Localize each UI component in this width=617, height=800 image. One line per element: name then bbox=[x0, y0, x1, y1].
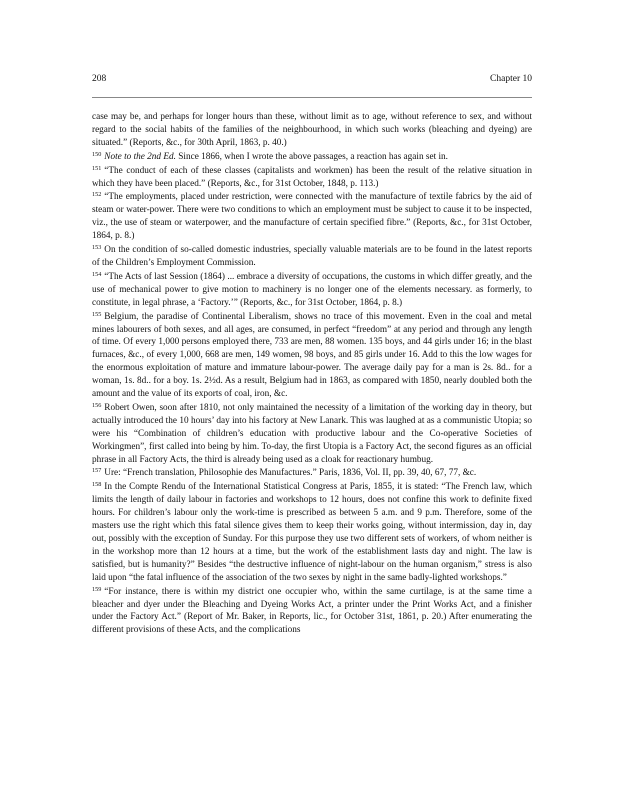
footnote-number: 157 bbox=[92, 467, 102, 475]
footnote-text: “The Acts of last Session (1864) ... embrace a diversity of occupations, the customs in which differ greatly, and the use of mechanical power to give motion to machinery is no longer one of the elements necessary. as formerly, to constitute, in legal phrase, a ‘Factory.’” (Reports, &c., for 31st October, 1864, p. 8.) bbox=[92, 271, 532, 308]
footnote-list bbox=[92, 151, 532, 638]
footnote-152 bbox=[92, 191, 532, 243]
footnote-text: Robert Owen, soon after 1810, not only maintained the necessity of a limitation of the working day in theory, but actually introduced the 10 hours’ day into his factory at New Lanark. This was laughed at as a communistic Utopia; so were his “Combination of children’s education with productive labour and the Co-operative Societies of Workingmen”, first called into being by him. To-day, the first Utopia is a Factory Act, the second figures as an official phrase in all Factory Acts, the third is already being used as a cloak for reactionary humbug. bbox=[92, 402, 532, 465]
footnote-number: 152 bbox=[92, 191, 102, 199]
footnote-text: “The conduct of each of these classes (capitalists and workmen) has been the result of the relative situation in which they have been placed.” (Reports, &c., for 31st October, 1848, p. 113.) bbox=[92, 165, 532, 189]
page-number: 208 bbox=[92, 74, 107, 84]
footnote-text: “For instance, there is within my district one occupier who, within the same curtilage, is at the same time a bleacher and dyer under the Bleaching and Dyeing Works Act, a printer under the Print Works Act, and a finisher under the Factory Act.” (Report of Mr. Baker, in Reports, lic., for October 31st, 1861, p. 20.) After enumerating the different provisions of these Acts, and the complications bbox=[92, 586, 532, 636]
footnote-150 bbox=[92, 151, 532, 164]
footnote-number: 153 bbox=[92, 244, 102, 252]
footnote-151 bbox=[92, 165, 532, 191]
footnote-text: On the condition of so-called domestic industries, specially valuable materials are to be found in the latest reports of the Children’s Employment Commission. bbox=[92, 245, 532, 268]
footnote-number: 156 bbox=[92, 401, 102, 409]
running-header bbox=[92, 74, 532, 84]
footnote-text: Ure: “French translation, Philosophie des Manufactures.” Paris, 1836, Vol. II, pp. 39, 40, 67, 77, &c. bbox=[104, 468, 477, 479]
footnote-number: 158 bbox=[92, 481, 102, 489]
footnote-number: 159 bbox=[92, 585, 102, 593]
footnote-number: 155 bbox=[92, 310, 102, 318]
header-rule bbox=[92, 97, 532, 98]
footnote-157 bbox=[92, 467, 532, 480]
footnote-number: 150 bbox=[92, 150, 102, 158]
footnote-continuation: case may be, and perhaps for longer hours than these, without limit as to age, without reference to sex, and without regard to the social habits of the families of the neighbourhood, in which such works (bleaching and dyeing) are situated.” (Reports, &c., for 30th April, 1863, p. 40.) bbox=[92, 112, 532, 148]
footnote-text: Belgium, the paradise of Continental Liberalism, shows no trace of this movement. Even in the coal and metal mines labourers of both sexes, and all ages, are consumed, in perfect “freedom” at any period and through any length of time. Of every 1,000 persons employed there, 733 are men, 88 women. 135 boys, and 44 girls under 16; in the blast furnaces, &c., of every 1,000, 668 are men, 149 women, 98 boys, and 85 girls under 16. Add to this the low wages for the enormous exploitation of mature and immature labour-power. The average daily pay for a man is 2s. 8d.. for a woman, 1s. 8d.. for a boy. 1s. 2½d. As a result, Belgium had in 1863, as compared with 1850, nearly doubled both the amount and the value of its exports of coal, iron, &c. bbox=[92, 311, 532, 400]
footnote-158 bbox=[92, 481, 532, 584]
footnotes-body bbox=[92, 111, 532, 638]
footnote-number: 151 bbox=[92, 164, 102, 172]
chapter-title: Chapter 10 bbox=[490, 74, 532, 84]
footnote-156 bbox=[92, 402, 532, 467]
footnote-text: “The employments, placed under restriction, were connected with the manufacture of textile fabrics by the aid of steam or water-power. There were two conditions to which an employment must be subject to cause it to be inspected, viz., the use of steam or waterpower, and the manufacture of certain specified fibre.” (Reports, &c., for 31st October, 1864, p. 8.) bbox=[92, 192, 532, 242]
footnote-154 bbox=[92, 271, 532, 310]
footnote-155 bbox=[92, 311, 532, 401]
footnote-159 bbox=[92, 586, 532, 638]
footnote-emphasis: Note to the 2nd Ed. bbox=[104, 151, 176, 162]
footnote-text: Since 1866, when I wrote the above passages, a reaction has again set in. bbox=[175, 151, 448, 162]
footnote-text: In the Compte Rendu of the International Statistical Congress at Paris, 1855, it is stated: “The French law, which limits the length of daily labour in factories and workshops to 12 hours, does not confine this work to definite fixed hours. For children’s labour only the work-time is prescribed as between 5 a.m. and 9 p.m. Therefore, some of the masters use the right which this fatal silence gives them to keep their works going, without intermission, day in, day out, possibly with the exception of Sunday. For this purpose they use two different sets of workers, of whom neither is in the workshop more than 12 hours at a time, but the work of the establishment lasts day and night. The law is satisfied, but is humanity?” Besides “the destructive influence of night-labour on the human organism,” stress is also laid upon “the fatal influence of the association of the two sexes by night in the same badly-lighted workshops.” bbox=[92, 482, 532, 583]
footnote-number: 154 bbox=[92, 270, 102, 278]
footnote-153 bbox=[92, 244, 532, 270]
